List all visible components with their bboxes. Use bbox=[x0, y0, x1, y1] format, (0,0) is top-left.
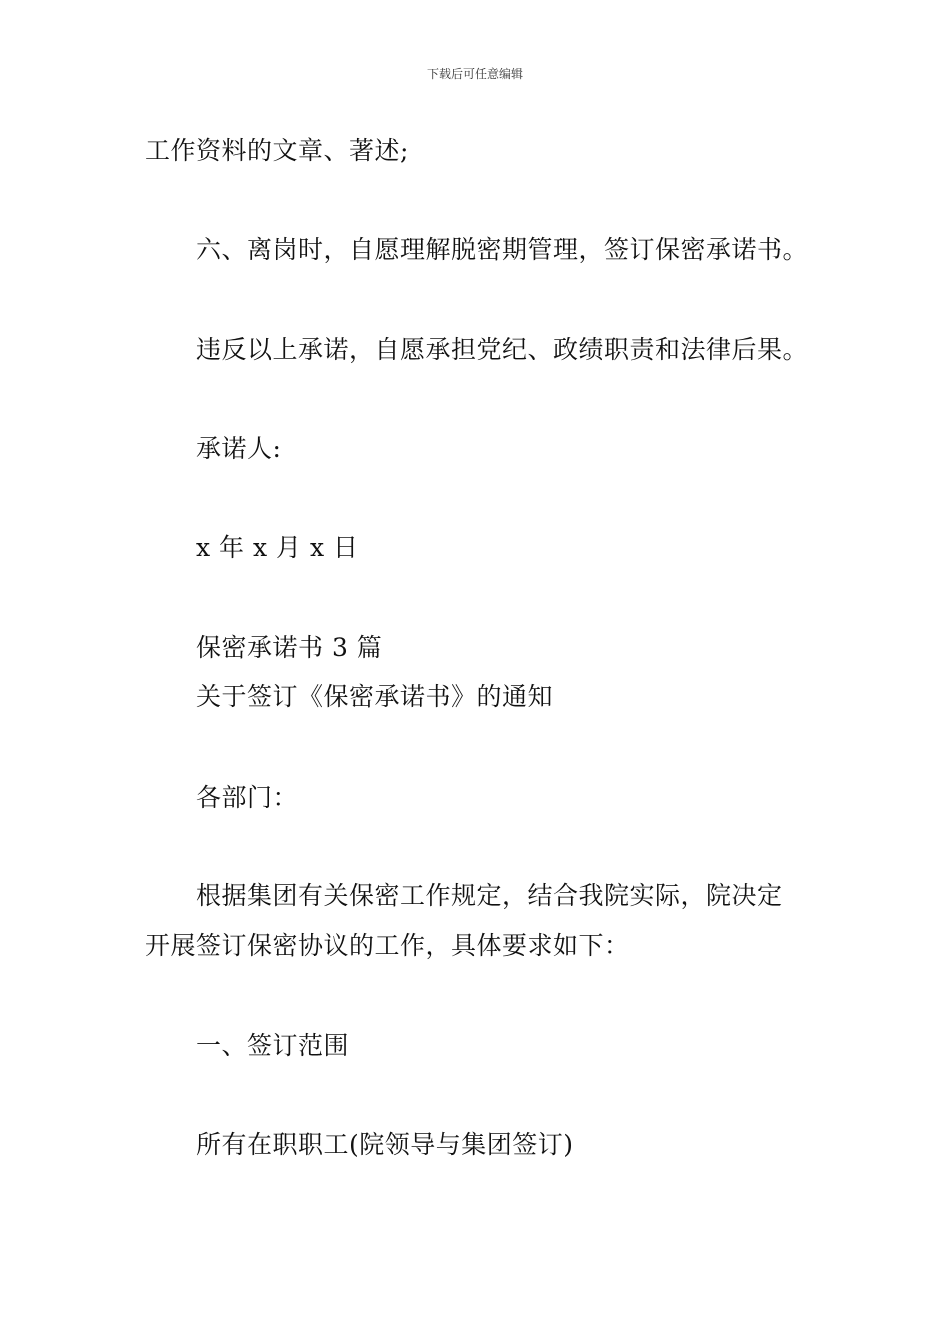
salutation: 各部门： bbox=[196, 783, 299, 812]
paragraph-line: 工作资料的文章、著述; bbox=[145, 136, 409, 165]
paragraph-line: 违反以上承诺，自愿承担党纪、政绩职责和法律后果。 bbox=[196, 335, 809, 364]
notice-title: 关于签订《保密承诺书》的通知 bbox=[196, 682, 554, 711]
signatory-label: 承诺人: bbox=[196, 434, 282, 463]
paragraph-line: 所有在职职工(院领导与集团签订) bbox=[196, 1130, 574, 1159]
date-line: x 年 x 月 x 日 bbox=[196, 533, 359, 562]
paragraph-line: 根据集团有关保密工作规定，结合我院实际，院决定 bbox=[196, 881, 783, 910]
paragraph-line: 六、离岗时，自愿理解脱密期管理，签订保密承诺书。 bbox=[196, 235, 809, 264]
subheading: 一、签订范围 bbox=[196, 1031, 350, 1060]
page-header: 下载后可任意编辑 bbox=[426, 67, 523, 81]
paragraph-line: 开展签订保密协议的工作，具体要求如下： bbox=[145, 931, 630, 960]
section-title: 保密承诺书 3 篇 bbox=[196, 633, 383, 662]
